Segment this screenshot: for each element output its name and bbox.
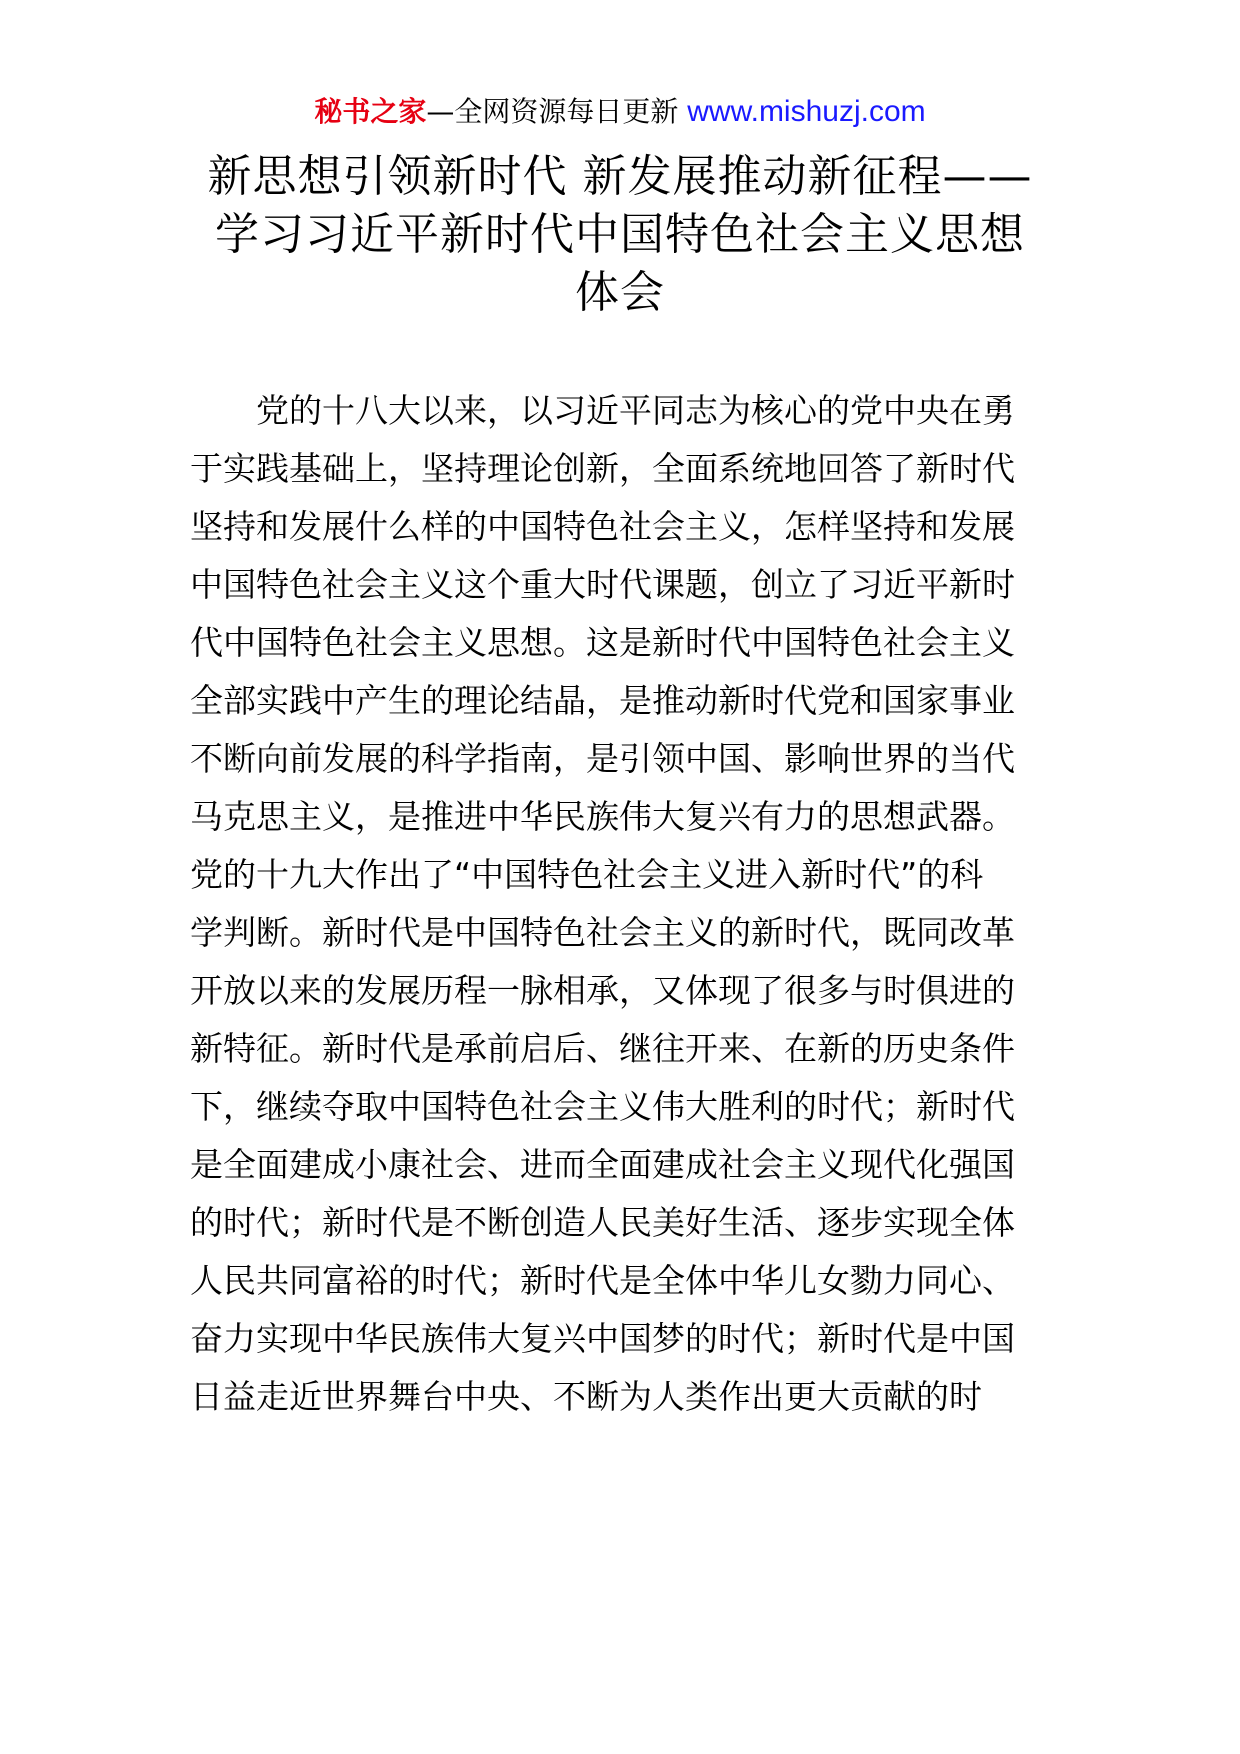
title-line: 新思想引领新时代 新发展推动新征程—— (207, 151, 1033, 202)
paragraph-line: 中国特色社会主义这个重大时代课题，创立了习近平新时 (190, 565, 1015, 604)
paragraph-line: 不断向前发展的科学指南，是引领中国、影响世界的当代 (190, 739, 1015, 778)
paragraph-line: 开放以来的发展历程一脉相承，又体现了很多与时俱进的 (190, 971, 1015, 1010)
site-header (0, 92, 1240, 132)
paragraph-line: 学判断。新时代是中国特色社会主义的新时代，既同改革 (190, 913, 1015, 952)
paragraph-line: 于实践基础上，坚持理论创新，全面系统地回答了新时代 (190, 449, 1015, 488)
paragraph-line: 奋力实现中华民族伟大复兴中国梦的时代；新时代是中国 (190, 1319, 1015, 1358)
paragraph-line: 坚持和发展什么样的中国特色社会主义，怎样坚持和发展 (190, 507, 1015, 546)
paragraph-line: 下，继续夺取中国特色社会主义伟大胜利的时代；新时代 (190, 1087, 1015, 1126)
paragraph-line: 党的十八大以来，以习近平同志为核心的党中央在勇 (256, 391, 1015, 430)
paragraph-line: 是全面建成小康社会、进而全面建成社会主义现代化强国 (190, 1145, 1015, 1184)
paragraph-line: 日益走近世界舞台中央、不断为人类作出更大贡献的时 (190, 1377, 982, 1416)
site-tagline: —全网资源每日更新 (426, 95, 688, 128)
title-line: 体会 (575, 267, 665, 318)
paragraph-line: 新特征。新时代是承前启后、继往开来、在新的历史条件 (190, 1029, 1015, 1068)
site-brand: 秘书之家 (314, 95, 427, 128)
document-title (150, 148, 1090, 322)
paragraph-line: 的时代；新时代是不断创造人民美好生活、逐步实现全体 (190, 1203, 1015, 1242)
paragraph-line: 马克思主义，是推进中华民族伟大复兴有力的思想武器。 (190, 797, 1015, 836)
paragraph-line: 党的十九大作出了“中国特色社会主义进入新时代”的科 (190, 855, 984, 894)
paragraph-line: 人民共同富裕的时代；新时代是全体中华儿女勠力同心、 (190, 1261, 1015, 1300)
document-body (190, 382, 1070, 1426)
site-url-link[interactable]: www.mishuzj.com (687, 95, 926, 128)
title-line: 学习习近平新时代中国特色社会主义思想 (215, 209, 1025, 260)
paragraph-line: 代中国特色社会主义思想。这是新时代中国特色社会主义 (190, 623, 1015, 662)
paragraph-line: 全部实践中产生的理论结晶，是推动新时代党和国家事业 (190, 681, 1015, 720)
